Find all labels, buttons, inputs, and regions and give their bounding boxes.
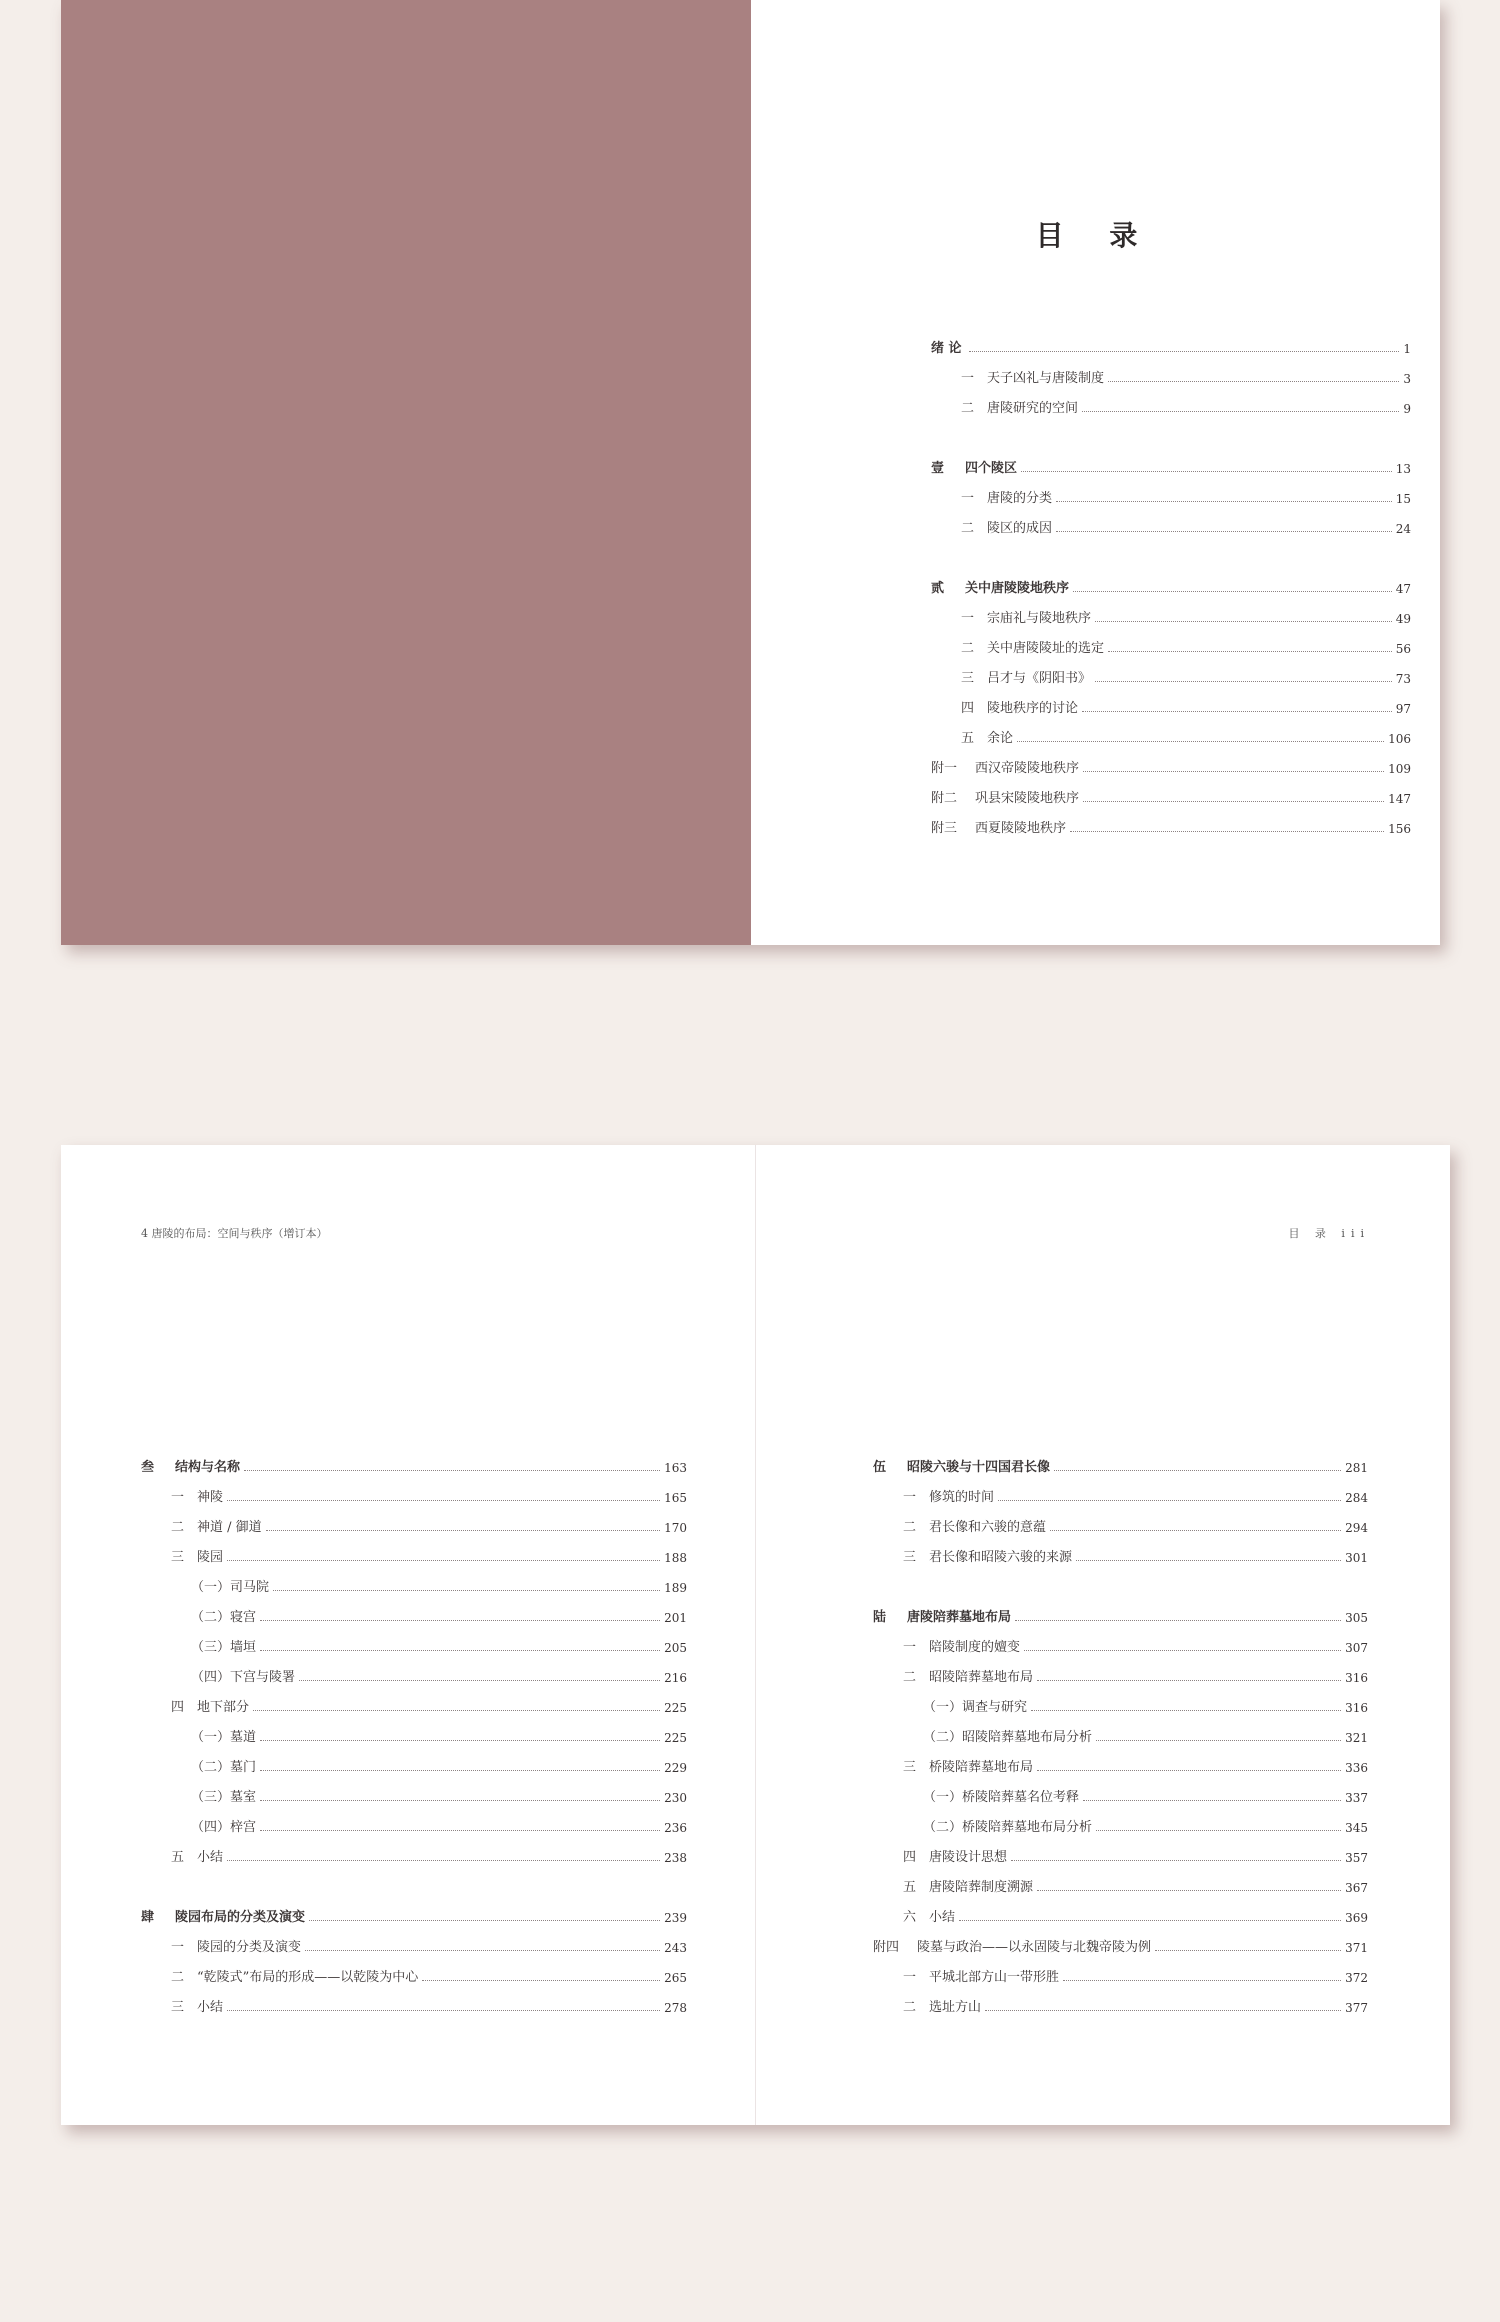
toc-entry-title: （一）墓道 <box>191 1730 257 1745</box>
toc-entry-page: 47 <box>1395 582 1411 596</box>
toc-entry-number: 肆 <box>141 1910 155 1925</box>
toc-entry-number: 三 <box>171 2000 185 2015</box>
toc-entry-page: 201 <box>664 1611 687 1625</box>
dot-leader <box>299 1680 660 1681</box>
dot-leader <box>969 351 1399 352</box>
dot-leader <box>1155 1950 1341 1951</box>
toc-entry-number: 一 <box>961 371 975 386</box>
running-head-left: 4 唐陵的布局：空间与秩序（增订本） <box>141 1227 328 1240</box>
toc-entry-title: 唐陵设计思想 <box>929 1850 1008 1865</box>
dot-leader <box>1037 1890 1341 1891</box>
toc-entry-title: 唐陵陪葬制度溯源 <box>929 1880 1034 1895</box>
toc-entry-title: 西夏陵陵地秩序 <box>975 821 1067 836</box>
toc-entry-title: 修筑的时间 <box>929 1490 995 1505</box>
dot-leader <box>260 1620 660 1621</box>
toc-entry-title: 陵墓与政治——以永固陵与北魏帝陵为例 <box>917 1940 1152 1955</box>
toc-entry-page: 147 <box>1388 792 1411 806</box>
toc-entry-page: 321 <box>1345 1731 1368 1745</box>
dot-leader <box>1073 591 1392 592</box>
toc-entry-page: 216 <box>664 1671 687 1685</box>
toc-entry-title: 陵园布局的分类及演变 <box>175 1910 306 1925</box>
toc-entry-page: 316 <box>1345 1671 1368 1685</box>
toc-entry <box>873 1603 1368 1633</box>
dot-leader <box>1056 531 1392 532</box>
toc-entry <box>141 1843 687 1873</box>
toc-entry-number: 二 <box>903 1520 917 1535</box>
toc-entry <box>141 1693 687 1723</box>
dot-leader <box>1037 1680 1341 1681</box>
page-fold <box>755 1145 756 2125</box>
toc-entry <box>873 1723 1368 1753</box>
toc-entry-page: 345 <box>1345 1821 1368 1835</box>
dot-leader <box>227 1500 660 1501</box>
toc-entry-title: 小结 <box>197 1850 224 1865</box>
toc-list-left <box>141 1453 687 2023</box>
dot-leader <box>1108 381 1399 382</box>
dot-leader <box>260 1740 660 1741</box>
toc-entry-number: 陆 <box>873 1610 887 1625</box>
toc-entry-title: 天子凶礼与唐陵制度 <box>987 371 1105 386</box>
dot-leader <box>266 1530 660 1531</box>
toc-entry-title: 选址方山 <box>929 2000 982 2015</box>
dot-leader <box>422 1980 660 1981</box>
running-head-right: 目 录 iii <box>1288 1227 1370 1240</box>
toc-entry <box>873 1693 1368 1723</box>
toc-entry-title: 关中唐陵陵址的选定 <box>987 641 1105 656</box>
toc-entry-page: 165 <box>664 1491 687 1505</box>
dot-leader <box>1063 1980 1341 1981</box>
toc-entry-page: 316 <box>1345 1701 1368 1715</box>
toc-entry <box>141 1543 687 1573</box>
toc-entry-title: 神陵 <box>197 1490 224 1505</box>
toc-entry-number: 一 <box>961 611 975 626</box>
dot-leader <box>1070 831 1384 832</box>
toc-entry-page: 9 <box>1403 402 1411 416</box>
toc-list-right <box>873 1453 1368 2023</box>
toc-entry-number: 四 <box>961 701 975 716</box>
toc-entry-page: 106 <box>1388 732 1411 746</box>
toc-entry <box>931 664 1411 694</box>
toc-entry-title: 西汉帝陵陵地秩序 <box>975 761 1080 776</box>
toc-entry <box>931 784 1411 814</box>
toc-entry <box>873 1513 1368 1543</box>
dot-leader <box>1108 651 1392 652</box>
dot-leader <box>1083 771 1384 772</box>
dot-leader <box>309 1920 660 1921</box>
toc-entry-number: 五 <box>903 1880 917 1895</box>
toc-entry-page: 305 <box>1345 1611 1368 1625</box>
toc-entry-number: 二 <box>903 2000 917 2015</box>
toc-entry <box>931 634 1411 664</box>
toc-entry-title: 陵地秩序的讨论 <box>987 701 1079 716</box>
toc-entry-number: 二 <box>961 401 975 416</box>
toc-entry-title: 桥陵陪葬墓地布局 <box>929 1760 1034 1775</box>
toc-entry-page: 1 <box>1403 342 1411 356</box>
dot-leader <box>1082 711 1392 712</box>
toc-entry-number: 五 <box>961 731 975 746</box>
toc-entry-page: 239 <box>664 1911 687 1925</box>
toc-entry-number: 一 <box>171 1490 185 1505</box>
dot-leader <box>253 1710 660 1711</box>
toc-entry-number: 三 <box>903 1550 917 1565</box>
dot-leader <box>1015 1620 1341 1621</box>
toc-entry-title: 小结 <box>929 1910 956 1925</box>
toc-entry-number: 二 <box>171 1520 185 1535</box>
toc-entry-title: 关中唐陵陵地秩序 <box>965 581 1070 596</box>
toc-entry <box>141 1963 687 1993</box>
dot-leader <box>1082 411 1399 412</box>
toc-entry-number: 一 <box>171 1940 185 1955</box>
toc-entry-page: 371 <box>1345 1941 1368 1955</box>
toc-entry <box>873 1993 1368 2023</box>
toc-entry <box>873 1483 1368 1513</box>
toc-entry-title: 陵园的分类及演变 <box>197 1940 302 1955</box>
toc-entry-page: 56 <box>1395 642 1411 656</box>
toc-entry-page: 163 <box>664 1461 687 1475</box>
toc-entry-page: 243 <box>664 1941 687 1955</box>
toc-entry-page: 225 <box>664 1701 687 1715</box>
toc-entry-page: 230 <box>664 1791 687 1805</box>
toc-entry-number: 二 <box>171 1970 185 1985</box>
toc-entry <box>141 1633 687 1663</box>
toc-entry <box>873 1813 1368 1843</box>
toc-entry-number: 二 <box>961 641 975 656</box>
bottom-book-spread <box>61 1145 1450 2125</box>
toc-entry <box>931 604 1411 634</box>
toc-entry-title: 唐陵的分类 <box>987 491 1053 506</box>
toc-entry-title: 宗庙礼与陵地秩序 <box>987 611 1092 626</box>
toc-entry <box>873 1663 1368 1693</box>
toc-entry-page: 3 <box>1403 372 1411 386</box>
toc-entry-page: 357 <box>1345 1851 1368 1865</box>
dot-leader <box>244 1470 660 1471</box>
dot-leader <box>959 1920 1341 1921</box>
toc-entry-page: 205 <box>664 1641 687 1655</box>
toc-entry-number: 四 <box>171 1700 185 1715</box>
toc-entry <box>873 1543 1368 1573</box>
toc-entry-number: 二 <box>961 521 975 536</box>
toc-entry-title: （二）桥陵陪葬墓地布局分析 <box>923 1820 1093 1835</box>
toc-entry <box>141 1603 687 1633</box>
toc-entry-page: 188 <box>664 1551 687 1565</box>
toc-entry-page: 225 <box>664 1731 687 1745</box>
dot-leader <box>260 1650 660 1651</box>
dot-leader <box>1076 1560 1341 1561</box>
toc-entry-number: 四 <box>903 1850 917 1865</box>
toc-entry-title: 神道 / 御道 <box>197 1520 262 1535</box>
cover-color-panel <box>61 0 751 945</box>
toc-entry-number: 六 <box>903 1910 917 1925</box>
toc-entry-page: 265 <box>664 1971 687 1985</box>
toc-entry-title: （一）桥陵陪葬墓名位考释 <box>923 1790 1080 1805</box>
toc-entry-number: 三 <box>961 671 975 686</box>
toc-entry-title: （四）下宫与陵署 <box>191 1670 296 1685</box>
toc-entry-number: 二 <box>903 1670 917 1685</box>
toc-entry-title: 结构与名称 <box>175 1460 241 1475</box>
dot-leader <box>1096 1740 1341 1741</box>
toc-entry <box>873 1873 1368 1903</box>
toc-entry-title: “乾陵式”布局的形成——以乾陵为中心 <box>197 1970 419 1985</box>
toc-entry-page: 367 <box>1345 1881 1368 1895</box>
toc-entry-number: 三 <box>903 1760 917 1775</box>
toc-entry <box>931 814 1411 844</box>
toc-entry-page: 284 <box>1345 1491 1368 1505</box>
toc-entry <box>873 1903 1368 1933</box>
toc-entry-title: 昭陵陪葬墓地布局 <box>929 1670 1034 1685</box>
dot-leader <box>1024 1650 1341 1651</box>
toc-entry-title: 吕才与《阴阳书》 <box>987 671 1092 686</box>
toc-entry-number: 壹 <box>931 461 945 476</box>
dot-leader <box>1054 1470 1341 1471</box>
toc-entry-title: 唐陵研究的空间 <box>987 401 1079 416</box>
toc-entry-page: 337 <box>1345 1791 1368 1805</box>
toc-entry-title: （二）寝宫 <box>191 1610 257 1625</box>
toc-entry-title: （一）司马院 <box>191 1580 270 1595</box>
toc-entry <box>931 724 1411 754</box>
toc-entry-page: 229 <box>664 1761 687 1775</box>
dot-leader <box>1096 1830 1341 1831</box>
toc-entry <box>141 1993 687 2023</box>
toc-entry <box>931 394 1411 424</box>
toc-entry-title: （二）墓门 <box>191 1760 257 1775</box>
toc-entry <box>141 1483 687 1513</box>
toc-entry-title: 陵园 <box>197 1550 224 1565</box>
toc-entry-page: 49 <box>1395 612 1411 626</box>
dot-leader <box>985 2010 1341 2011</box>
toc-entry-page: 278 <box>664 2001 687 2015</box>
toc-entry-title: 君长像和昭陵六骏的来源 <box>929 1550 1073 1565</box>
toc-entry-number: 一 <box>903 1490 917 1505</box>
dot-leader <box>227 2010 660 2011</box>
toc-entry-title: 四个陵区 <box>965 461 1018 476</box>
toc-entry <box>873 1453 1368 1483</box>
toc-entry <box>141 1453 687 1483</box>
toc-entry-number: 一 <box>903 1640 917 1655</box>
dot-leader <box>1056 501 1392 502</box>
dot-leader <box>1095 681 1392 682</box>
toc-entry <box>873 1753 1368 1783</box>
toc-entry-title: 唐陵陪葬墓地布局 <box>907 1610 1012 1625</box>
toc-entry <box>931 694 1411 724</box>
toc-entry-title: （三）墓室 <box>191 1790 257 1805</box>
toc-entry-title: 君长像和六骏的意蕴 <box>929 1520 1047 1535</box>
toc-entry-page: 307 <box>1345 1641 1368 1655</box>
toc-entry-page: 369 <box>1345 1911 1368 1925</box>
toc-entry <box>141 1723 687 1753</box>
dot-leader <box>1050 1530 1341 1531</box>
toc-entry <box>873 1963 1368 1993</box>
toc-entry-title: 余论 <box>987 731 1014 746</box>
toc-entry-page: 170 <box>664 1521 687 1535</box>
toc-entry-page: 13 <box>1395 462 1411 476</box>
toc-entry-number: 绪 论 <box>931 341 962 356</box>
toc-title: 目 录 <box>1035 219 1156 252</box>
toc-entry-page: 294 <box>1345 1521 1368 1535</box>
toc-entry-page: 97 <box>1395 702 1411 716</box>
top-book-spread <box>61 0 1440 945</box>
dot-leader <box>227 1560 660 1561</box>
toc-entry-number: 五 <box>171 1850 185 1865</box>
toc-entry-page: 24 <box>1395 522 1411 536</box>
toc-entry <box>873 1843 1368 1873</box>
toc-entry-number: 伍 <box>873 1460 887 1475</box>
dot-leader <box>305 1950 660 1951</box>
dot-leader <box>273 1590 660 1591</box>
toc-entry-title: （一）调查与研究 <box>923 1700 1028 1715</box>
dot-leader <box>260 1800 660 1801</box>
toc-entry <box>873 1633 1368 1663</box>
toc-entry <box>141 1933 687 1963</box>
toc-entry-title: （三）墙垣 <box>191 1640 257 1655</box>
toc-entry-number: 附一 <box>931 761 958 776</box>
toc-entry-number: 一 <box>903 1970 917 1985</box>
toc-entry-page: 238 <box>664 1851 687 1865</box>
toc-entry-title: （四）梓宫 <box>191 1820 257 1835</box>
toc-entry-page: 372 <box>1345 1971 1368 1985</box>
toc-entry-number: 叁 <box>141 1460 155 1475</box>
toc-entry <box>141 1903 687 1933</box>
toc-entry-number: 贰 <box>931 581 945 596</box>
dot-leader <box>1031 1710 1341 1711</box>
toc-entry-number: 三 <box>171 1550 185 1565</box>
toc-entry-number: 附二 <box>931 791 958 806</box>
dot-leader <box>1011 1860 1341 1861</box>
toc-entry <box>931 574 1411 604</box>
toc-entry-number: 附四 <box>873 1940 900 1955</box>
toc-entry <box>931 484 1411 514</box>
toc-entry-title: 陪陵制度的嬗变 <box>929 1640 1021 1655</box>
toc-entry <box>141 1573 687 1603</box>
toc-entry <box>141 1813 687 1843</box>
dot-leader <box>260 1830 660 1831</box>
dot-leader <box>1083 801 1384 802</box>
toc-entry-page: 236 <box>664 1821 687 1835</box>
toc-entry <box>141 1753 687 1783</box>
toc-entry-title: 小结 <box>197 2000 224 2015</box>
toc-entry-number: 一 <box>961 491 975 506</box>
dot-leader <box>998 1500 1341 1501</box>
toc-entry-page: 189 <box>664 1581 687 1595</box>
toc-entry-title: （二）昭陵陪葬墓地布局分析 <box>923 1730 1093 1745</box>
dot-leader <box>1037 1770 1341 1771</box>
toc-entry <box>931 334 1411 364</box>
dot-leader <box>1095 621 1392 622</box>
toc-entry-page: 377 <box>1345 2001 1368 2015</box>
toc-list <box>931 334 1411 844</box>
toc-entry <box>931 454 1411 484</box>
toc-entry-page: 15 <box>1395 492 1411 506</box>
toc-entry-number: 附三 <box>931 821 958 836</box>
toc-entry-title: 陵区的成因 <box>987 521 1053 536</box>
toc-entry <box>141 1783 687 1813</box>
toc-entry-page: 336 <box>1345 1761 1368 1775</box>
toc-entry-title: 平城北部方山一带形胜 <box>929 1970 1060 1985</box>
toc-entry-page: 109 <box>1388 762 1411 776</box>
toc-entry <box>931 364 1411 394</box>
dot-leader <box>227 1860 660 1861</box>
dot-leader <box>260 1770 660 1771</box>
toc-entry <box>873 1933 1368 1963</box>
toc-entry <box>931 514 1411 544</box>
dot-leader <box>1083 1800 1341 1801</box>
dot-leader <box>1021 471 1392 472</box>
toc-entry-page: 156 <box>1388 822 1411 836</box>
toc-entry <box>931 754 1411 784</box>
toc-page-right <box>751 0 1440 945</box>
toc-entry <box>141 1663 687 1693</box>
dot-leader <box>1017 741 1384 742</box>
toc-entry <box>141 1513 687 1543</box>
toc-entry-page: 301 <box>1345 1551 1368 1565</box>
toc-entry <box>873 1783 1368 1813</box>
toc-entry-page: 73 <box>1395 672 1411 686</box>
toc-entry-title: 地下部分 <box>197 1700 250 1715</box>
toc-entry-title: 昭陵六骏与十四国君长像 <box>907 1460 1051 1475</box>
toc-entry-page: 281 <box>1345 1461 1368 1475</box>
toc-entry-title: 巩县宋陵陵地秩序 <box>975 791 1080 806</box>
